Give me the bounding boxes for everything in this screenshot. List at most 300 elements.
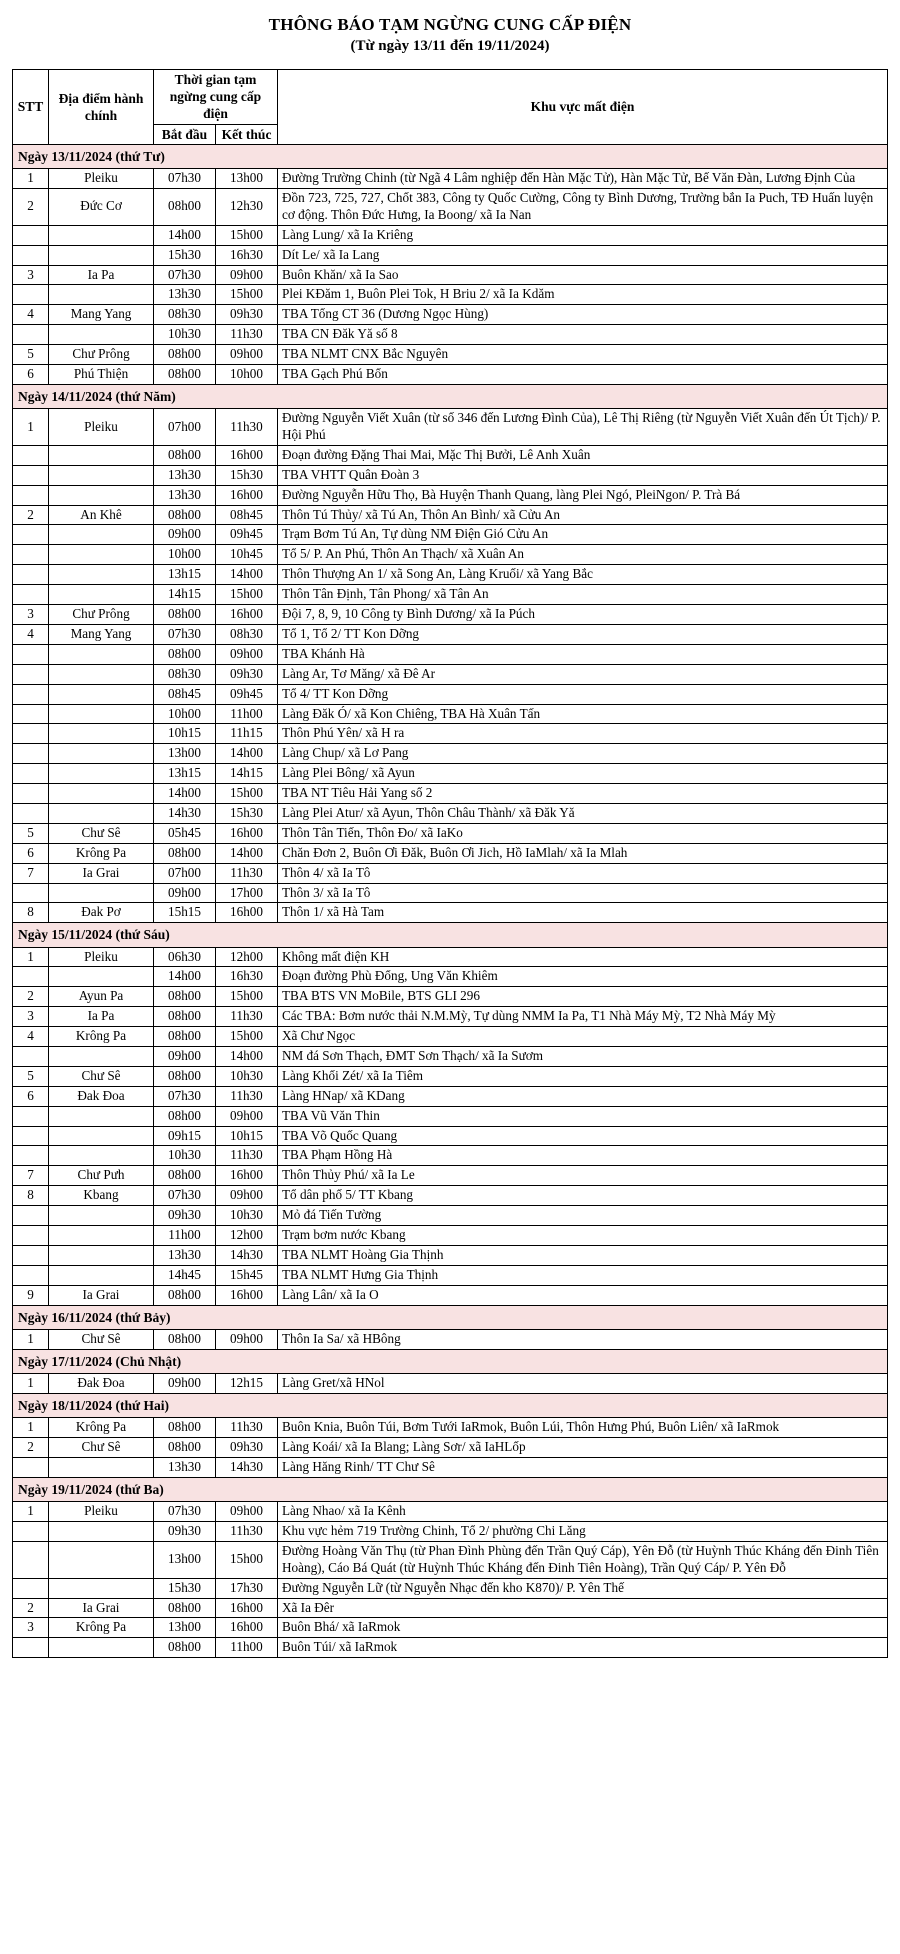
cell-area: Chăn Đơn 2, Buôn Ơi Đăk, Buôn Ơi Jich, Hồ IaMlah/ xã Ia Mlah [278,843,888,863]
cell-start: 08h00 [154,1598,216,1618]
cell-stt [13,285,49,305]
cell-area: Đường Hoàng Văn Thụ (từ Phan Đình Phùng đến Trần Quý Cáp), Yên Đỗ (từ Huỳnh Thúc Kháng đến Đinh Tiên Hoàng), Cáo Bá Quát (từ Huỳnh Thúc Kháng đến Đinh Tiên Hoàng), Trần Quý Cáp/ P. Yên Đỗ [278,1541,888,1578]
cell-start: 08h00 [154,1329,216,1349]
cell-stt [13,644,49,664]
cell-stt [13,465,49,485]
table-row [13,704,888,724]
cell-start: 13h15 [154,565,216,585]
table-header [13,69,888,144]
cell-stt: 9 [13,1285,49,1305]
cell-location: Chư Prông [49,605,154,625]
cell-end: 15h00 [216,585,278,605]
table-row [13,465,888,485]
cell-start: 08h00 [154,605,216,625]
day-header-row [13,1393,888,1417]
cell-area: Trạm Bơm Tú An, Tự dùng NM Điện Gió Cửu An [278,525,888,545]
cell-end: 09h00 [216,1502,278,1522]
cell-stt: 1 [13,1418,49,1438]
cell-stt [13,1047,49,1067]
day-header-label: Ngày 15/11/2024 (thứ Sáu) [13,923,888,947]
table-row [13,1066,888,1086]
cell-start: 08h00 [154,1438,216,1458]
cell-area: Tổ 1, Tổ 2/ TT Kon Dỡng [278,624,888,644]
table-row [13,1578,888,1598]
cell-location: Pleiku [49,1502,154,1522]
cell-location [49,1047,154,1067]
cell-area: Thôn Tú Thủy/ xã Tú An, Thôn An Bình/ xã Cửu An [278,505,888,525]
cell-location: Chư Sê [49,1438,154,1458]
cell-start: 09h00 [154,1047,216,1067]
cell-location: Ayun Pa [49,987,154,1007]
cell-end: 11h30 [216,1522,278,1542]
cell-stt: 8 [13,1186,49,1206]
cell-location [49,724,154,744]
cell-area: Tổ 5/ P. An Phú, Thôn An Thạch/ xã Xuân An [278,545,888,565]
cell-stt: 5 [13,1066,49,1086]
cell-end: 16h30 [216,245,278,265]
cell-area: Thôn Thủy Phú/ xã Ia Le [278,1166,888,1186]
cell-start: 08h00 [154,1285,216,1305]
cell-end: 11h30 [216,325,278,345]
cell-stt [13,724,49,744]
cell-end: 11h00 [216,1638,278,1658]
cell-location [49,445,154,465]
cell-stt [13,1245,49,1265]
cell-stt: 4 [13,624,49,644]
table-row [13,364,888,384]
cell-area: Làng Lân/ xã Ia O [278,1285,888,1305]
cell-stt: 1 [13,409,49,446]
cell-stt [13,525,49,545]
cell-stt: 1 [13,1502,49,1522]
cell-location [49,565,154,585]
cell-end: 11h15 [216,724,278,744]
cell-location [49,1265,154,1285]
table-row [13,605,888,625]
cell-start: 08h00 [154,1418,216,1438]
cell-location [49,644,154,664]
day-header-row [13,1477,888,1501]
cell-location: Đak Đoa [49,1374,154,1394]
cell-end: 17h30 [216,1578,278,1598]
table-row [13,1285,888,1305]
cell-location: Ia Grai [49,863,154,883]
cell-end: 16h00 [216,1166,278,1186]
cell-location [49,967,154,987]
cell-area: Thôn Phú Yên/ xã H ra [278,724,888,744]
cell-end: 09h30 [216,1438,278,1458]
cell-end: 09h00 [216,265,278,285]
cell-end: 11h30 [216,1146,278,1166]
day-header-label: Ngày 19/11/2024 (thứ Ba) [13,1477,888,1501]
cell-end: 16h00 [216,1285,278,1305]
cell-area: Dít Le/ xã Ia Lang [278,245,888,265]
table-row [13,505,888,525]
cell-stt [13,684,49,704]
cell-end: 08h30 [216,624,278,644]
cell-location [49,545,154,565]
cell-stt [13,1106,49,1126]
cell-area: TBA Vũ Văn Thin [278,1106,888,1126]
cell-location: Pleiku [49,409,154,446]
cell-stt: 1 [13,947,49,967]
cell-location [49,1106,154,1126]
table-row [13,1186,888,1206]
cell-end: 14h00 [216,843,278,863]
table-row [13,1374,888,1394]
cell-stt [13,1146,49,1166]
cell-start: 08h30 [154,664,216,684]
cell-location: Đức Cơ [49,188,154,225]
cell-stt [13,704,49,724]
table-row [13,1166,888,1186]
cell-stt [13,1206,49,1226]
cell-area: Đội 7, 8, 9, 10 Công ty Bình Dương/ xã Ia Púch [278,605,888,625]
cell-location: Mang Yang [49,305,154,325]
page-subtitle: (Từ ngày 13/11 đến 19/11/2024) [350,38,550,55]
cell-end: 09h00 [216,345,278,365]
table-row [13,1618,888,1638]
cell-area: Khu vực hẻm 719 Trường Chinh, Tổ 2/ phường Chi Lăng [278,1522,888,1542]
cell-start: 10h30 [154,325,216,345]
cell-area: TBA NLMT Hưng Gia Thịnh [278,1265,888,1285]
day-header-row [13,1349,888,1373]
cell-end: 09h00 [216,644,278,664]
cell-start: 07h30 [154,1086,216,1106]
cell-location: Đak Pơ [49,903,154,923]
table-row [13,823,888,843]
table-row [13,947,888,967]
cell-start: 13h30 [154,1457,216,1477]
cell-stt: 1 [13,169,49,189]
cell-area: Trạm bơm nước Kbang [278,1226,888,1246]
cell-end: 10h45 [216,545,278,565]
cell-start: 09h30 [154,1206,216,1226]
cell-location [49,1457,154,1477]
table-row [13,1126,888,1146]
cell-area: Xã Chư Ngọc [278,1027,888,1047]
cell-end: 09h00 [216,1106,278,1126]
cell-start: 09h00 [154,1374,216,1394]
table-row [13,1007,888,1027]
cell-stt [13,1126,49,1146]
cell-location [49,285,154,305]
cell-start: 09h15 [154,1126,216,1146]
table-row [13,724,888,744]
table-row [13,744,888,764]
cell-location: Ia Pa [49,265,154,285]
cell-end: 16h00 [216,485,278,505]
cell-location [49,744,154,764]
cell-end: 15h00 [216,225,278,245]
cell-start: 14h00 [154,784,216,804]
cell-area: Thôn 1/ xã Hà Tam [278,903,888,923]
table-row [13,485,888,505]
cell-start: 11h00 [154,1226,216,1246]
cell-area: Đoạn đường Phù Đổng, Ung Văn Khiêm [278,967,888,987]
table-row [13,285,888,305]
cell-location [49,704,154,724]
cell-start: 08h00 [154,1027,216,1047]
cell-location [49,325,154,345]
cell-location: Chư Sê [49,1329,154,1349]
cell-stt: 5 [13,345,49,365]
cell-stt: 2 [13,1598,49,1618]
cell-location: Phú Thiện [49,364,154,384]
cell-end: 12h30 [216,188,278,225]
cell-end: 14h30 [216,1245,278,1265]
cell-stt: 2 [13,188,49,225]
cell-end: 12h00 [216,947,278,967]
cell-end: 15h00 [216,285,278,305]
cell-end: 11h30 [216,1086,278,1106]
cell-end: 13h00 [216,169,278,189]
cell-stt: 3 [13,1007,49,1027]
cell-end: 09h00 [216,1186,278,1206]
cell-stt: 3 [13,265,49,285]
cell-area: Tổ dân phố 5/ TT Kbang [278,1186,888,1206]
cell-location: Ia Grai [49,1598,154,1618]
cell-area: Làng Nhao/ xã Ia Kênh [278,1502,888,1522]
table-row [13,1106,888,1126]
cell-location: Chư Sê [49,823,154,843]
table-row [13,1146,888,1166]
cell-start: 07h00 [154,409,216,446]
day-header-label: Ngày 18/11/2024 (thứ Hai) [13,1393,888,1417]
cell-location [49,245,154,265]
cell-end: 16h00 [216,823,278,843]
cell-location [49,465,154,485]
table-row [13,1438,888,1458]
cell-stt: 6 [13,1086,49,1106]
day-header-label: Ngày 14/11/2024 (thứ Năm) [13,384,888,408]
cell-location [49,1206,154,1226]
table-row [13,967,888,987]
cell-start: 08h00 [154,505,216,525]
cell-area: Mỏ đá Tiến Tường [278,1206,888,1226]
cell-stt [13,664,49,684]
column-header-location: Địa điểm hành chính [49,69,154,144]
cell-location [49,764,154,784]
cell-start: 06h30 [154,947,216,967]
column-header-stt: STT [13,69,49,144]
cell-area: TBA BTS VN MoBile, BTS GLI 296 [278,987,888,1007]
cell-stt [13,967,49,987]
cell-end: 10h15 [216,1126,278,1146]
cell-area: Buôn Bhá/ xã IaRmok [278,1618,888,1638]
cell-area: Làng HNap/ xã KDang [278,1086,888,1106]
cell-area: Đoạn đường Đặng Thai Mai, Mặc Thị Bưởi, Lê Anh Xuân [278,445,888,465]
table-row [13,1027,888,1047]
cell-location: Krông Pa [49,843,154,863]
cell-area: Đường Trường Chinh (từ Ngã 4 Lâm nghiệp đến Hàn Mặc Tử), Hàn Mặc Tử, Bế Văn Đàn, Lương Định Của [278,169,888,189]
cell-start: 05h45 [154,823,216,843]
cell-start: 09h00 [154,525,216,545]
column-header-time-group: Thời gian tạm ngừng cung cấp điện [154,69,278,124]
table-row [13,1206,888,1226]
table-row [13,305,888,325]
cell-location: Chư Pưh [49,1166,154,1186]
cell-location [49,684,154,704]
cell-stt: 7 [13,1166,49,1186]
table-row [13,545,888,565]
cell-location: Krông Pa [49,1027,154,1047]
cell-end: 15h30 [216,803,278,823]
cell-stt [13,784,49,804]
table-row [13,1265,888,1285]
cell-area: Làng Gret/xã HNol [278,1374,888,1394]
cell-stt: 7 [13,863,49,883]
cell-area: Đường Nguyễn Viết Xuân (từ số 346 đến Lương Đình Của), Lê Thị Riêng (từ Nguyễn Viết Xuân đến Út Tịch)/ P. Hội Phú [278,409,888,446]
cell-stt [13,1226,49,1246]
cell-area: Đường Nguyễn Hữu Thọ, Bà Huyện Thanh Quang, làng Plei Ngó, PleiNgon/ P. Trà Bá [278,485,888,505]
cell-area: Thôn Ia Sa/ xã HBông [278,1329,888,1349]
table-row [13,1598,888,1618]
cell-area: Thôn Tân Tiến, Thôn Đo/ xã IaKo [278,823,888,843]
table-row [13,445,888,465]
cell-end: 14h30 [216,1457,278,1477]
table-row [13,863,888,883]
table-row [13,903,888,923]
cell-location [49,1146,154,1166]
cell-start: 08h00 [154,445,216,465]
cell-area: Làng Đăk Ó/ xã Kon Chiêng, TBA Hà Xuân Tấn [278,704,888,724]
table-row [13,409,888,446]
cell-start: 08h00 [154,1007,216,1027]
cell-area: Buôn Túi/ xã IaRmok [278,1638,888,1658]
table-row [13,1522,888,1542]
cell-end: 11h30 [216,409,278,446]
table-row [13,1329,888,1349]
cell-area: Làng Hăng Rinh/ TT Chư Sê [278,1457,888,1477]
cell-start: 15h30 [154,245,216,265]
cell-area: Làng Ar, Tơ Măng/ xã Đê Ar [278,664,888,684]
cell-stt: 2 [13,987,49,1007]
cell-stt: 5 [13,823,49,843]
cell-location: Ia Pa [49,1007,154,1027]
cell-start: 08h00 [154,364,216,384]
day-header-row [13,144,888,168]
cell-end: 09h30 [216,664,278,684]
cell-area: TBA Gạch Phú Bổn [278,364,888,384]
cell-start: 13h00 [154,1541,216,1578]
cell-start: 08h00 [154,345,216,365]
table-row [13,1638,888,1658]
table-row [13,245,888,265]
cell-area: Tổ 4/ TT Kon Dỡng [278,684,888,704]
cell-area: Làng Chup/ xã Lơ Pang [278,744,888,764]
table-row [13,1226,888,1246]
cell-start: 10h00 [154,704,216,724]
cell-area: Làng Koái/ xã Ia Blang; Làng Sơr/ xã IaHLốp [278,1438,888,1458]
cell-area: Các TBA: Bơm nước thải N.M.Mỳ, Tự dùng NMM Ia Pa, T1 Nhà Máy Mỳ, T2 Nhà Máy Mỳ [278,1007,888,1027]
cell-start: 10h15 [154,724,216,744]
day-header-row [13,384,888,408]
cell-start: 09h00 [154,883,216,903]
cell-start: 15h30 [154,1578,216,1598]
cell-end: 10h30 [216,1066,278,1086]
cell-stt [13,1265,49,1285]
cell-location [49,664,154,684]
cell-start: 08h00 [154,843,216,863]
table-row [13,883,888,903]
cell-location: Krông Pa [49,1618,154,1638]
column-header-end: Kết thúc [216,124,278,144]
cell-stt: 4 [13,305,49,325]
table-body [13,144,888,1657]
table-row [13,1047,888,1067]
cell-location: Ia Grai [49,1285,154,1305]
cell-stt: 6 [13,843,49,863]
cell-end: 15h00 [216,1541,278,1578]
cell-end: 16h00 [216,1598,278,1618]
cell-stt [13,744,49,764]
cell-start: 07h30 [154,624,216,644]
cell-end: 09h45 [216,525,278,545]
table-row [13,1245,888,1265]
table-row [13,225,888,245]
cell-end: 09h00 [216,1329,278,1349]
cell-stt [13,445,49,465]
table-row [13,764,888,784]
cell-area: TBA NT Tiêu Hải Yang số 2 [278,784,888,804]
cell-end: 10h00 [216,364,278,384]
cell-start: 08h30 [154,305,216,325]
cell-stt [13,764,49,784]
cell-area: Làng Lung/ xã Ia Kriêng [278,225,888,245]
table-row [13,1457,888,1477]
table-row [13,565,888,585]
cell-area: Đường Nguyễn Lữ (từ Nguyễn Nhạc đến kho K870)/ P. Yên Thế [278,1578,888,1598]
cell-area: Thôn Thượng An 1/ xã Song An, Làng Kruối/ xã Yang Bắc [278,565,888,585]
cell-area: Làng Khối Zét/ xã Ia Tiêm [278,1066,888,1086]
table-row [13,345,888,365]
cell-start: 07h00 [154,863,216,883]
cell-stt [13,245,49,265]
column-header-area: Khu vực mất điện [278,69,888,144]
cell-location: Chư Prông [49,345,154,365]
cell-end: 15h00 [216,1027,278,1047]
table-row [13,169,888,189]
table-row [13,684,888,704]
cell-start: 07h30 [154,1186,216,1206]
cell-location [49,1541,154,1578]
cell-stt [13,1457,49,1477]
cell-stt: 3 [13,605,49,625]
cell-end: 14h00 [216,565,278,585]
cell-stt [13,883,49,903]
cell-area: NM đá Sơn Thạch, ĐMT Sơn Thạch/ xã Ia Sươm [278,1047,888,1067]
cell-stt: 4 [13,1027,49,1047]
cell-stt [13,1522,49,1542]
cell-end: 11h00 [216,704,278,724]
table-row [13,664,888,684]
cell-area: Thôn Tân Định, Tân Phong/ xã Tân An [278,585,888,605]
cell-location [49,1126,154,1146]
cell-end: 12h00 [216,1226,278,1246]
cell-start: 13h30 [154,285,216,305]
cell-stt: 1 [13,1329,49,1349]
cell-location: Pleiku [49,947,154,967]
cell-location [49,1245,154,1265]
cell-start: 08h00 [154,188,216,225]
column-header-start: Bắt đầu [154,124,216,144]
cell-start: 08h00 [154,987,216,1007]
cell-location: An Khê [49,505,154,525]
cell-end: 15h45 [216,1265,278,1285]
cell-start: 08h00 [154,1166,216,1186]
cell-start: 08h00 [154,1638,216,1658]
